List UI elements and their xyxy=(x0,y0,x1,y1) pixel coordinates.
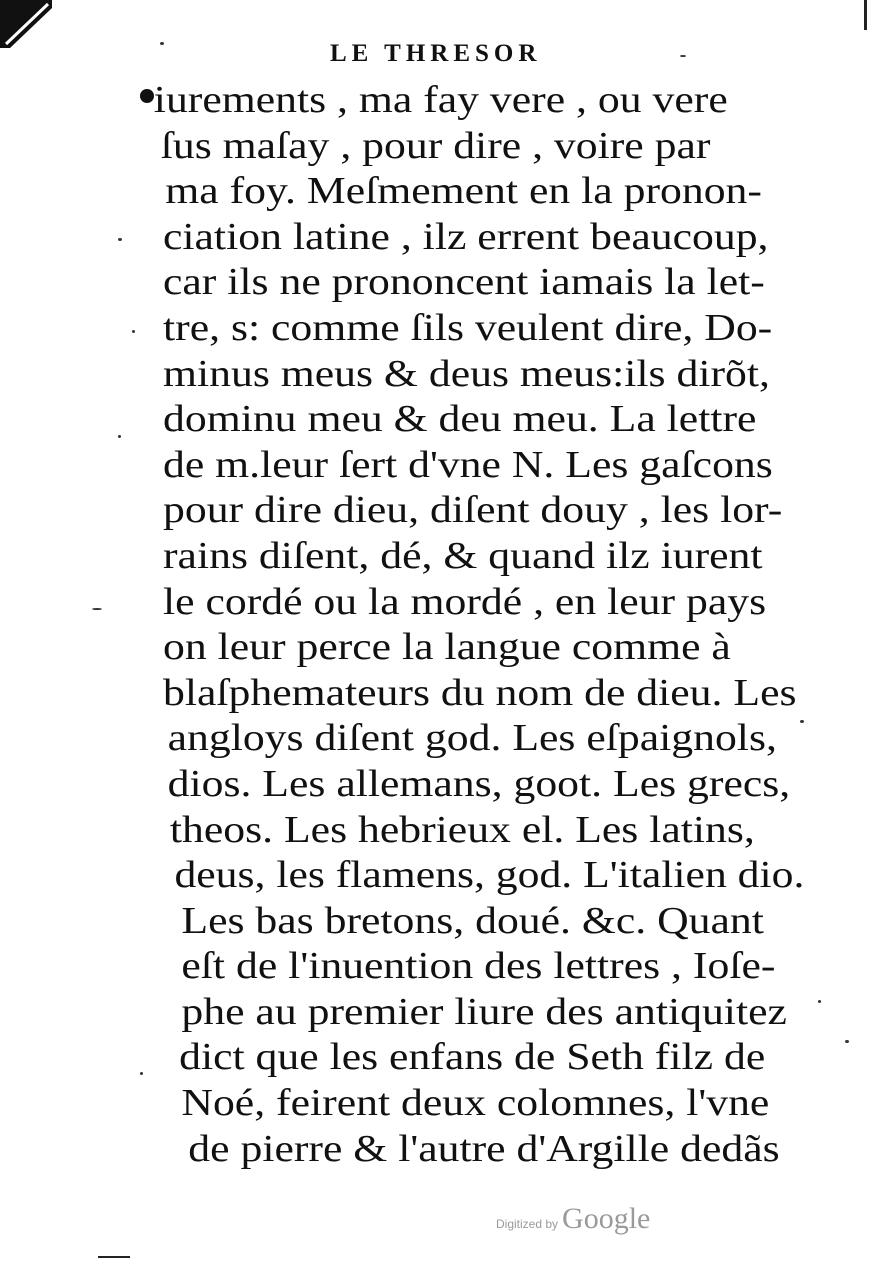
text-line-2: ſus maſay , pour dire , voire par xyxy=(160,124,711,167)
scan-speck xyxy=(160,42,164,45)
scan-speck xyxy=(118,238,122,241)
scan-speck xyxy=(140,1072,143,1075)
text-line-22: dict que les enfans de Seth filz de xyxy=(179,1036,766,1079)
running-head: LE THRESOR xyxy=(330,40,542,67)
scan-speck xyxy=(118,435,121,438)
page-edge-line xyxy=(864,0,867,30)
text-line-4: ciation latine , ilz errent beaucoup, xyxy=(163,215,769,258)
text-line-12: le cordé ou la mordé , en leur pays xyxy=(163,580,767,623)
text-line-11: rains diſent, dé, & quand ilz iurent xyxy=(163,534,763,577)
text-line-1: iurements , ma fay vere , ou vere xyxy=(153,79,728,121)
text-line-23: Noé, feirent deux colomnes, l'vne xyxy=(181,1082,770,1125)
text-line-8: dominu meu & deu meu. La lettre xyxy=(163,398,757,441)
scan-speck xyxy=(800,720,804,723)
scan-speck xyxy=(92,608,102,610)
text-line-16: dios. Les allemans, goot. Les grecs, xyxy=(167,762,791,805)
scan-speck xyxy=(818,1000,821,1003)
text-line-17: theos. Les hebrieux el. Les latins, xyxy=(169,808,755,851)
text-line-14: blaſphemateurs du nom de dieu. Les xyxy=(163,671,797,714)
text-line-19: Les bas bretons, doué. &c. Quant xyxy=(181,899,764,942)
text-line-3: ma foy. Meſmement en la pronon- xyxy=(165,170,762,213)
google-logo: Google xyxy=(562,1202,651,1235)
text-line-15: angloys diſent god. Les eſpaignols, xyxy=(167,717,777,760)
text-line-7: minus meus & deus meus:ils dirõt, xyxy=(163,352,770,395)
text-line-20: eſt de l'inuention des lettres , Ioſe- xyxy=(181,945,776,988)
text-line-6: tre, s: comme ſils veulent dire, Do- xyxy=(163,306,773,349)
text-line-5: car ils ne prononcent iamais la let- xyxy=(163,261,765,304)
text-line-18: deus, les flamens, god. L'italien dio. xyxy=(174,854,805,897)
scan-speck xyxy=(680,55,686,57)
text-line-13: on leur perce la langue comme à xyxy=(163,626,731,669)
text-line-21: phe au premier liure des antiquitez xyxy=(181,990,787,1033)
text-line-9: de m.leur ſert d'vne N. Les gaſcons xyxy=(163,443,773,486)
text-line-10: pour dire dieu, diſent douy , les lor- xyxy=(163,489,783,532)
bottom-rule xyxy=(98,1256,130,1258)
corner-scan-mark xyxy=(0,0,52,48)
watermark-prefix: Digitized by xyxy=(496,1217,559,1231)
scan-speck xyxy=(845,1040,849,1043)
scan-speck xyxy=(132,330,135,333)
body-text xyxy=(140,78,805,1172)
text-line-24: de pierre & l'autre d'Argille dedãs xyxy=(188,1127,780,1170)
digitized-watermark xyxy=(496,1202,650,1236)
